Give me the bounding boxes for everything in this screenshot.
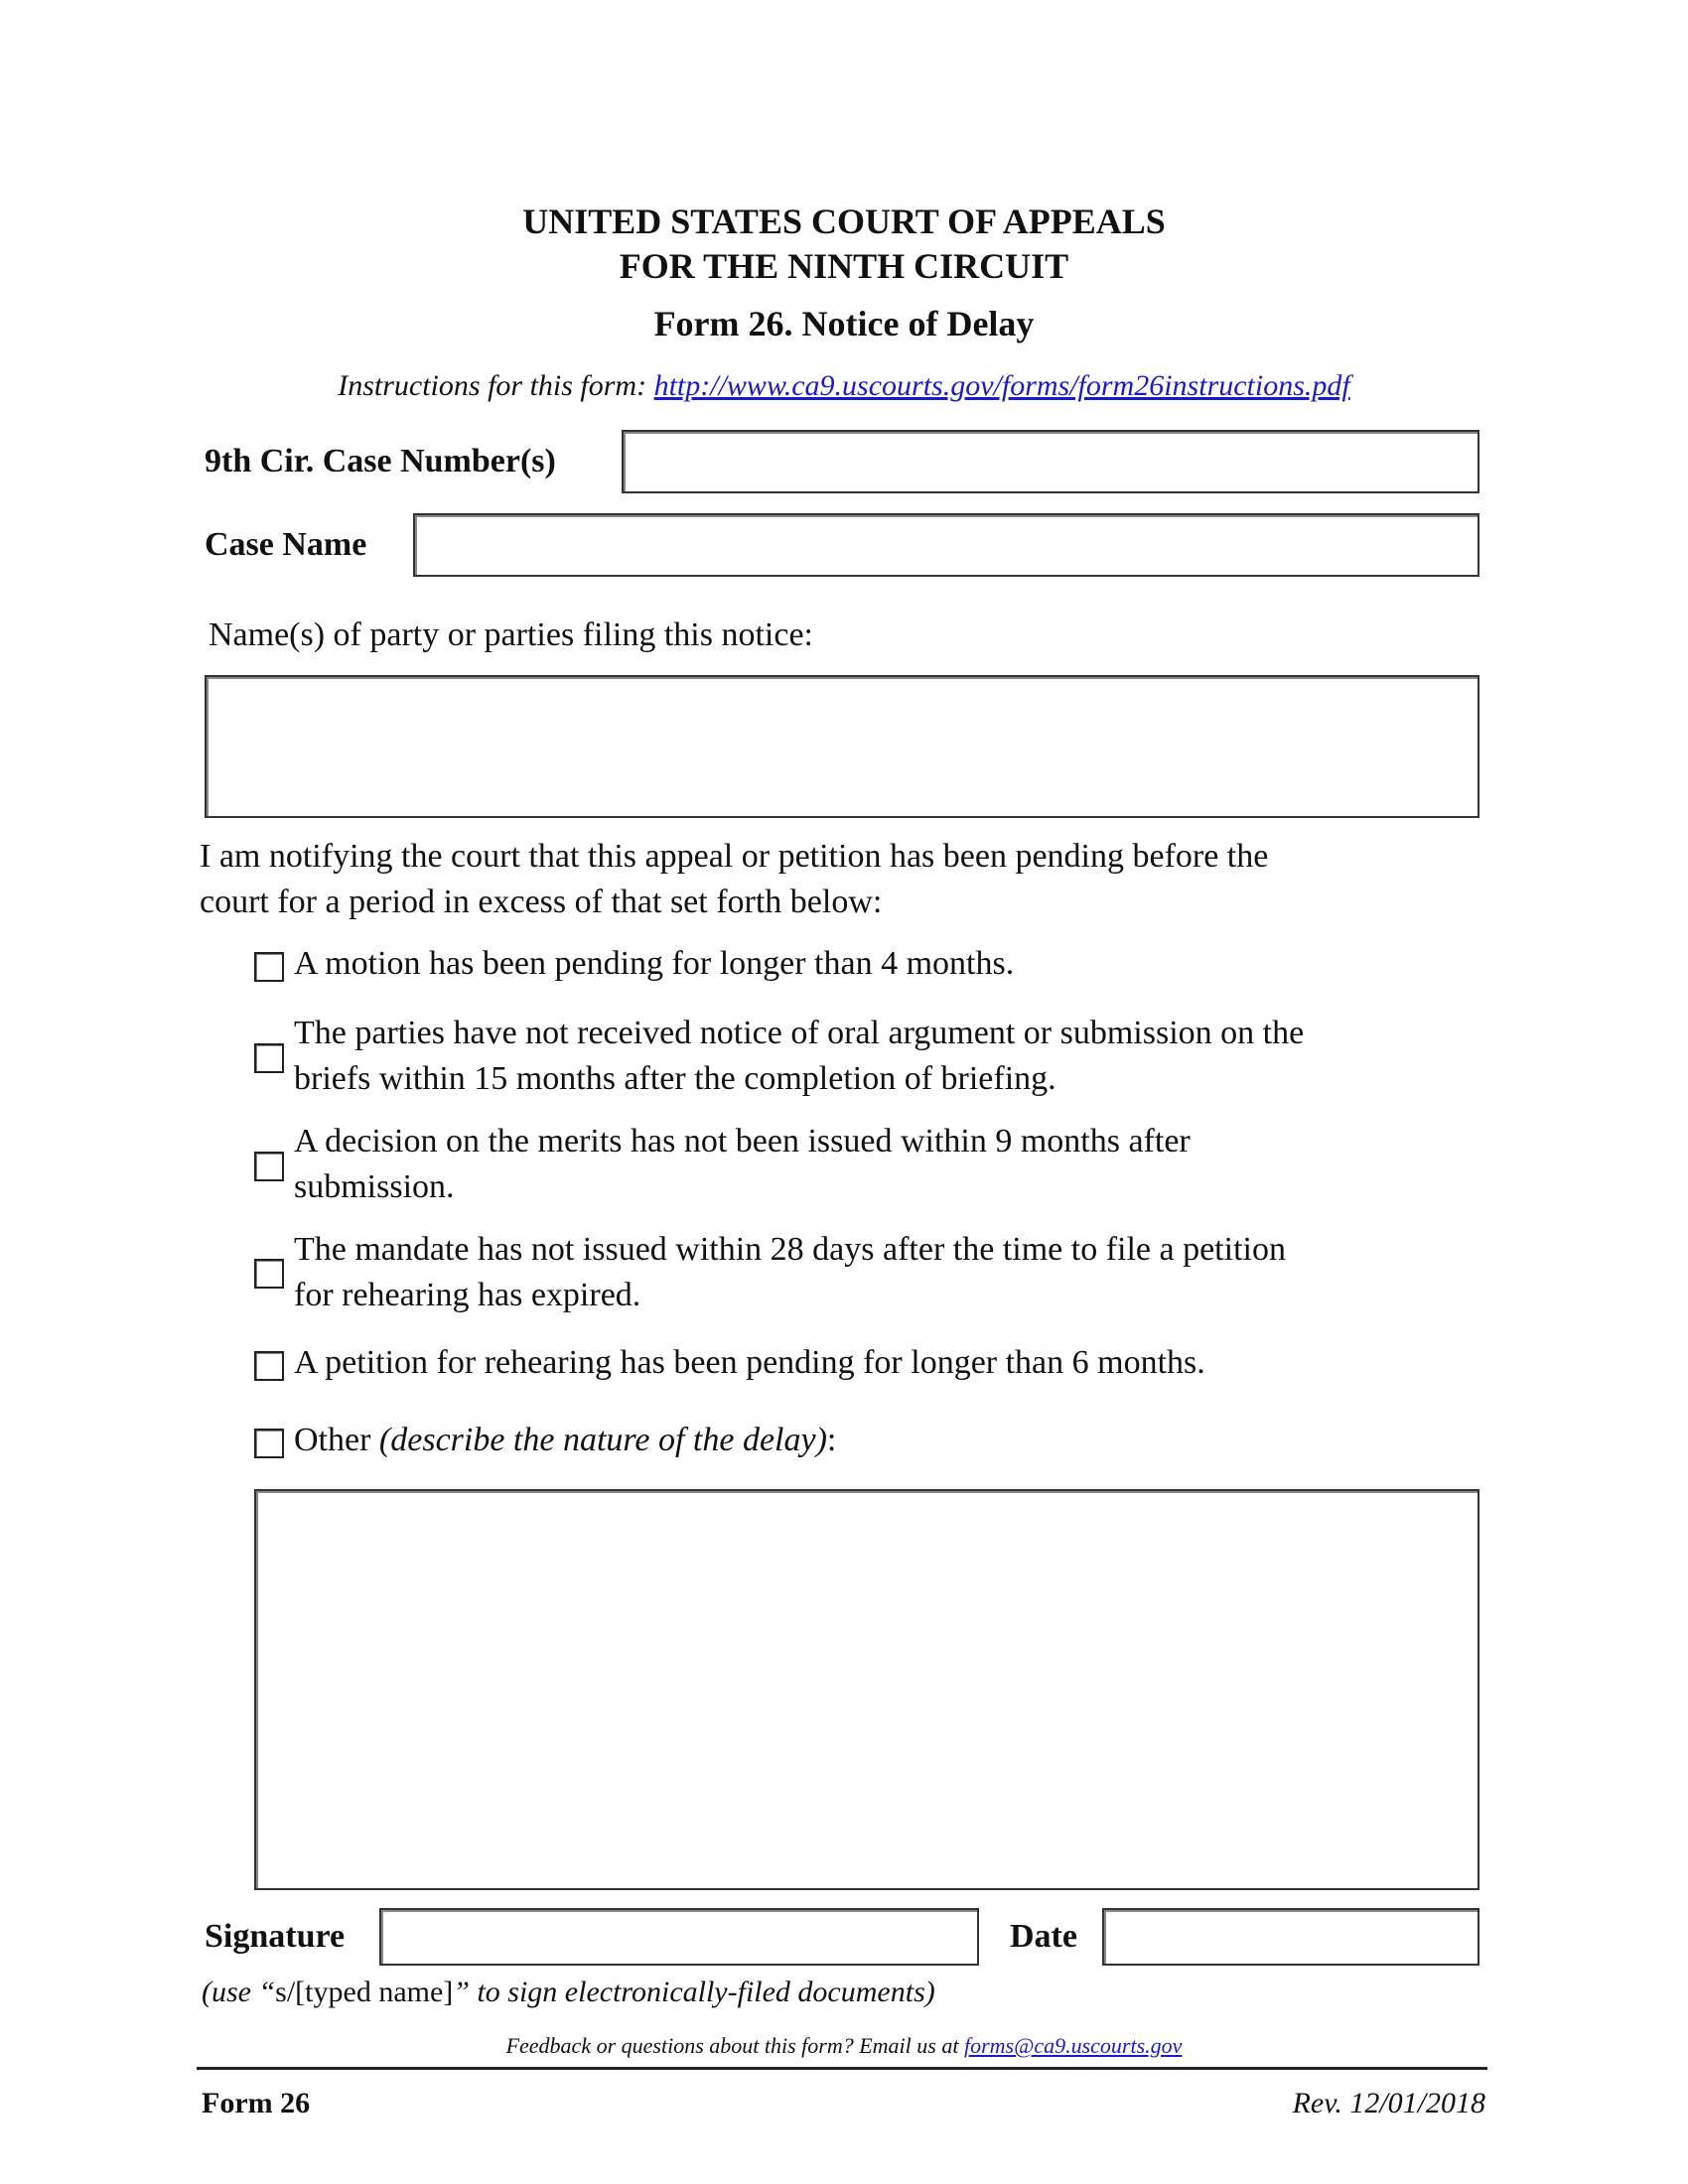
option-3-checkbox[interactable] bbox=[254, 1152, 284, 1181]
form-title: Form 26. Notice of Delay bbox=[653, 304, 1035, 343]
court-name-line1: UNITED STATES COURT OF APPEALS bbox=[522, 202, 1166, 241]
date-input[interactable] bbox=[1102, 1908, 1479, 1966]
instructions-prefix: Instructions for this form: bbox=[338, 369, 654, 402]
option-5-label bbox=[294, 1340, 1485, 1386]
other-label-text: Other bbox=[294, 1422, 379, 1458]
notice-statement bbox=[200, 834, 1490, 925]
option-2-line1: The parties have not received notice of oral argument or submission on the bbox=[294, 1015, 1305, 1051]
option-1-checkbox[interactable] bbox=[254, 952, 284, 982]
signature-note bbox=[202, 1976, 935, 2009]
other-label bbox=[294, 1418, 1485, 1463]
parties-label: Name(s) of party or parties filing this notice: bbox=[209, 616, 813, 653]
other-hint: (describe the nature of the delay) bbox=[378, 1422, 827, 1458]
feedback-email-link[interactable]: forms@ca9.uscourts.gov bbox=[963, 2033, 1183, 2058]
option-5-checkbox[interactable] bbox=[254, 1351, 284, 1381]
option-3-label bbox=[294, 1119, 1485, 1210]
instructions-link[interactable]: http://www.ca9.uscourts.gov/forms/form26instructions.pdf bbox=[653, 369, 1350, 402]
signature-note-code: s/[typed name] bbox=[275, 1976, 454, 2008]
other-description-input[interactable] bbox=[254, 1489, 1479, 1890]
option-3-line1: A decision on the merits has not been issued within 9 months after bbox=[294, 1123, 1191, 1160]
case-name-input[interactable] bbox=[413, 513, 1479, 577]
footer-revision: Rev. 12/01/2018 bbox=[1292, 2087, 1485, 2119]
signature-label: Signature bbox=[205, 1918, 346, 1955]
feedback-prefix: Feedback or questions about this form? Email us at bbox=[505, 2033, 964, 2058]
parties-input[interactable] bbox=[205, 675, 1479, 818]
option-4-checkbox[interactable] bbox=[254, 1259, 284, 1289]
signature-note-suffix: ” to sign electronically-filed documents) bbox=[453, 1976, 935, 2008]
option-1-line1: A motion has been pending for longer than 4 months. bbox=[294, 945, 1015, 982]
option-4-line1: The mandate has not issued within 28 days after the time to file a petition bbox=[294, 1231, 1286, 1268]
option-2-line2: briefs within 15 months after the completion of briefing. bbox=[294, 1060, 1056, 1097]
other-checkbox[interactable] bbox=[254, 1429, 284, 1458]
option-1-label bbox=[294, 941, 1485, 987]
date-label: Date bbox=[1010, 1918, 1077, 1955]
option-4-line2: for rehearing has expired. bbox=[294, 1277, 641, 1313]
instructions-line bbox=[0, 369, 1688, 403]
feedback-line bbox=[0, 2033, 1688, 2059]
option-4-label bbox=[294, 1227, 1485, 1318]
notice-line1: I am notifying the court that this appeal or petition has been pending before the bbox=[200, 838, 1269, 875]
signature-note-prefix: (use “ bbox=[202, 1976, 276, 2008]
option-2-label bbox=[294, 1011, 1485, 1102]
notice-line2: court for a period in excess of that set forth below: bbox=[200, 884, 883, 920]
option-5-line1: A petition for rehearing has been pending for longer than 6 months. bbox=[294, 1344, 1205, 1381]
footer-divider bbox=[197, 2067, 1487, 2070]
court-name-line2: FOR THE NINTH CIRCUIT bbox=[619, 246, 1069, 286]
case-number-input[interactable] bbox=[622, 430, 1479, 493]
signature-input[interactable] bbox=[379, 1908, 979, 1966]
case-number-label: 9th Cir. Case Number(s) bbox=[205, 443, 556, 479]
option-2-checkbox[interactable] bbox=[254, 1043, 284, 1073]
option-3-line2: submission. bbox=[294, 1168, 455, 1205]
case-name-label: Case Name bbox=[205, 526, 367, 563]
footer-form-label: Form 26 bbox=[202, 2087, 311, 2119]
other-suffix: : bbox=[826, 1422, 837, 1458]
